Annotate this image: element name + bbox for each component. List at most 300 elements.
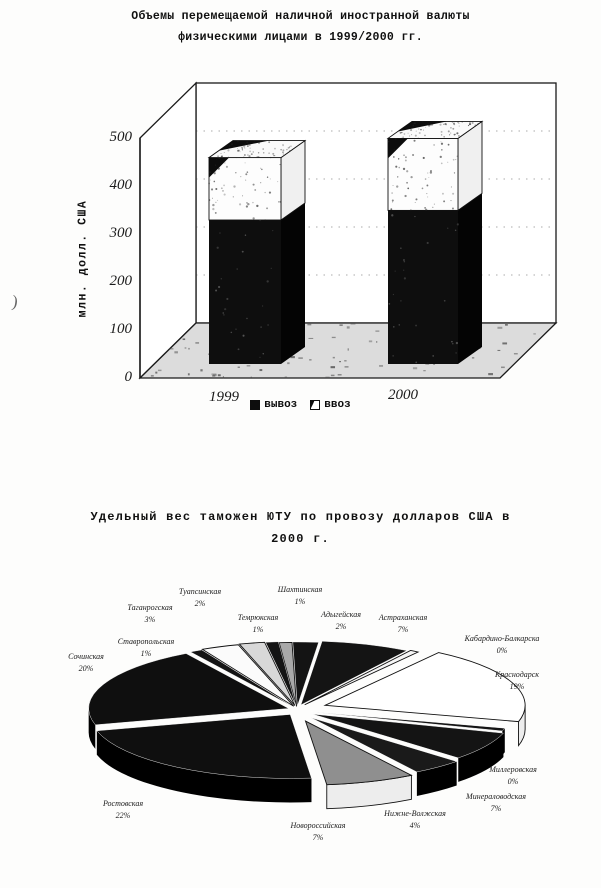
scan-noise <box>208 183 210 185</box>
scan-noise <box>447 228 448 229</box>
scan-noise <box>461 121 463 123</box>
scan-noise <box>416 131 417 132</box>
scan-noise <box>239 203 241 205</box>
scan-noise <box>468 125 469 126</box>
pie-slice-name: Нижне-Волжская <box>384 809 446 818</box>
scan-noise <box>236 268 237 269</box>
floor-speckle <box>247 365 251 366</box>
scan-noise <box>250 148 251 149</box>
scan-noise <box>246 318 247 319</box>
scan-noise <box>442 193 444 195</box>
pie-slice-pct: 4% <box>409 821 421 831</box>
scan-noise <box>409 136 410 137</box>
floor-speckle <box>212 375 215 377</box>
scan-noise <box>423 157 425 159</box>
scan-noise <box>440 141 441 142</box>
scan-noise <box>264 192 265 193</box>
pie-slice-pct: 1% <box>252 625 264 635</box>
pie-slice-label <box>127 602 172 627</box>
scan-noise <box>269 192 271 194</box>
scan-noise <box>242 251 244 253</box>
scan-noise <box>243 156 244 157</box>
y-axis-tick: 0 <box>124 369 132 385</box>
scan-noise <box>401 130 402 131</box>
scan-noise <box>252 151 254 153</box>
scan-noise <box>240 151 241 152</box>
pie-slice-label <box>118 636 175 661</box>
pie-slice-name: Сочинская <box>68 652 104 661</box>
scan-noise <box>260 326 262 328</box>
y-axis-tick: 100 <box>109 321 132 337</box>
pie-slice-pct: 7% <box>490 804 502 814</box>
floor-speckle <box>505 324 508 326</box>
scan-noise <box>233 185 235 187</box>
floor-speckle <box>502 342 507 344</box>
scan-noise <box>244 154 246 156</box>
scan-noise <box>410 129 412 131</box>
scan-noise <box>474 124 476 126</box>
scan-noise <box>452 193 454 195</box>
scan-noise <box>233 196 234 197</box>
scan-noise <box>400 247 401 248</box>
scan-noise <box>395 270 396 271</box>
scan-noise <box>270 157 271 158</box>
bar-chart-title-line2: физическими лицами в 1999/2000 гг. <box>178 31 423 45</box>
scan-noise <box>246 141 248 143</box>
import-swatch-icon <box>310 400 320 410</box>
pie-slice-name: Туапсинская <box>178 587 222 596</box>
scan-noise <box>216 159 217 160</box>
scan-noise <box>280 201 281 202</box>
pie-slice-label <box>321 609 361 634</box>
pie-slice-pct: 19% <box>509 682 525 692</box>
scan-noise <box>215 202 216 203</box>
floor-speckle <box>423 370 425 371</box>
scan-noise <box>253 184 255 186</box>
scan-noise <box>404 133 406 135</box>
scan-noise <box>221 278 222 279</box>
scan-noise <box>403 168 405 170</box>
scan-noise <box>427 172 428 173</box>
scan-noise <box>235 328 236 329</box>
scan-noise <box>268 153 269 154</box>
scan-noise <box>441 163 443 165</box>
scan-noise <box>242 150 243 151</box>
pie-slice-label <box>465 633 540 658</box>
scan-noise <box>224 152 225 153</box>
floor-speckle <box>169 348 173 349</box>
scan-noise <box>406 127 407 128</box>
scan-noise <box>249 150 251 152</box>
bar-export-front <box>388 210 458 364</box>
scan-noise <box>405 156 407 158</box>
scan-noise <box>237 141 238 142</box>
scan-noise <box>441 131 443 133</box>
scan-noise <box>267 280 269 282</box>
scan-noise <box>214 172 216 174</box>
scan-noise <box>286 149 287 150</box>
scan-noise <box>393 185 394 186</box>
scan-noise <box>247 203 249 205</box>
scan-noise <box>457 121 459 123</box>
y-axis-label: млн. долл. США <box>76 199 90 318</box>
pie-slice-label <box>278 584 322 609</box>
scan-noise <box>427 123 429 125</box>
scan-noise <box>406 170 408 172</box>
scan-noise <box>273 155 274 156</box>
scan-noise <box>289 146 290 147</box>
pie-chart-title-line2: 2000 г. <box>271 531 330 546</box>
scan-noise <box>453 159 455 161</box>
scan-noise <box>262 305 263 306</box>
scan-noise <box>455 230 456 231</box>
legend-label: ввоз <box>324 399 351 411</box>
bar-import-front <box>388 138 458 210</box>
pie-chart-title-line1: Удельный вес таможен ЮТУ по провозу долларов США в <box>90 510 511 524</box>
floor-speckle <box>497 327 502 329</box>
scan-noise <box>256 141 257 142</box>
scan-noise <box>219 232 220 233</box>
scan-noise <box>449 134 450 135</box>
scan-noise <box>209 175 210 176</box>
floor-speckle <box>223 376 224 378</box>
pie-slice-pct: 0% <box>507 777 519 787</box>
scan-noise <box>459 126 460 127</box>
scan-noise <box>236 157 237 158</box>
scan-noise <box>271 268 272 269</box>
scan-noise <box>403 270 404 271</box>
scan-noise <box>251 153 253 155</box>
pie-slice-pct: 2% <box>335 622 347 632</box>
scan-noise <box>263 152 264 153</box>
scan-noise <box>405 160 407 162</box>
scan-noise <box>212 208 214 210</box>
legend-item <box>250 399 297 411</box>
scan-noise <box>455 134 456 135</box>
scan-artifact-mark: ) <box>10 291 20 312</box>
floor-speckle <box>238 367 240 368</box>
scan-noise <box>428 177 429 178</box>
scan-noise <box>424 207 426 209</box>
pie-slice-name: Шахтинская <box>277 585 323 594</box>
pie-slice-name: Темрюкская <box>237 613 279 622</box>
floor-speckle <box>287 362 289 364</box>
floor-speckle <box>369 340 372 342</box>
scan-noise <box>451 341 453 343</box>
scan-noise <box>455 159 456 160</box>
pie-slice-label <box>379 612 427 637</box>
floor-speckle <box>379 365 383 367</box>
pie-slice-name: Астраханская <box>378 613 428 622</box>
scan-noise <box>389 303 391 305</box>
floor-speckle <box>174 351 178 353</box>
scan-noise <box>283 153 284 154</box>
pie-slice-label <box>68 651 104 676</box>
scan-noise <box>224 160 225 161</box>
scan-noise <box>404 195 406 197</box>
floor-speckle <box>259 369 262 371</box>
scan-noise <box>245 173 247 175</box>
scan-noise <box>458 135 460 137</box>
pie-slice-name: Краснодарск <box>494 670 540 679</box>
scan-noise <box>415 198 417 200</box>
scan-noise <box>396 185 398 187</box>
scan-noise <box>418 138 419 139</box>
floor-speckle <box>533 333 535 334</box>
scan-noise <box>260 182 261 183</box>
scan-noise <box>434 204 435 205</box>
floor-speckle <box>155 372 157 374</box>
scan-noise <box>209 199 211 201</box>
category-label: 1999 <box>209 389 239 405</box>
scan-noise <box>212 198 213 199</box>
scan-noise <box>410 209 411 210</box>
scan-noise <box>242 195 243 196</box>
floor-speckle <box>501 367 505 369</box>
floor-speckle <box>331 366 335 368</box>
floor-speckle <box>251 376 252 377</box>
scan-noise <box>403 136 404 137</box>
scan-noise <box>265 219 266 220</box>
scan-noise <box>410 176 412 178</box>
scan-noise <box>224 162 225 163</box>
pie-slice-pct: 2% <box>194 599 206 609</box>
floor-speckle <box>333 357 335 359</box>
floor-speckle <box>376 341 377 343</box>
scan-noise <box>209 171 211 173</box>
scan-noise <box>456 342 458 344</box>
scan-noise <box>413 123 414 124</box>
pie-slice-pct: 20% <box>78 664 94 674</box>
scan-noise <box>215 165 216 166</box>
floor-speckle <box>497 350 500 351</box>
floor-speckle <box>188 373 190 375</box>
scan-noise <box>242 148 243 149</box>
pie-slice-name: Новороссийская <box>290 821 346 830</box>
scan-noise <box>419 132 421 134</box>
bar-chart-legend <box>0 399 601 411</box>
scan-noise <box>227 149 229 151</box>
scan-noise <box>217 247 219 249</box>
scan-noise <box>233 146 234 147</box>
scan-noise <box>397 176 398 177</box>
scan-noise <box>217 200 218 201</box>
scan-noise <box>211 188 213 190</box>
scan-noise <box>448 144 450 146</box>
scan-noise <box>469 123 471 125</box>
scan-noise <box>262 148 264 150</box>
scan-noise <box>406 182 408 184</box>
scan-noise <box>222 312 224 314</box>
scan-noise <box>444 300 446 302</box>
scan-noise <box>258 156 260 158</box>
scan-noise <box>235 172 236 173</box>
scan-noise <box>450 127 451 128</box>
scan-noise <box>415 135 417 137</box>
floor-speckle <box>158 370 162 371</box>
floor-speckle <box>151 375 154 377</box>
scan-noise <box>290 146 291 147</box>
scan-noise <box>224 308 226 310</box>
scan-noise <box>238 348 240 350</box>
scan-noise <box>430 170 432 172</box>
scan-noise <box>422 121 423 122</box>
scan-noise <box>456 132 458 134</box>
scan-noise <box>448 130 450 132</box>
scan-noise <box>427 196 428 197</box>
scan-noise <box>391 192 393 194</box>
pie-slice-label <box>290 820 345 845</box>
scan-noise <box>400 132 402 134</box>
scan-noise <box>272 230 273 231</box>
scan-noise <box>408 133 409 134</box>
scan-noise <box>226 298 228 300</box>
scan-noise <box>244 143 246 145</box>
scan-noise <box>412 154 414 156</box>
floor-speckle <box>200 369 202 371</box>
pie-slice-name: Минераловодская <box>466 792 526 801</box>
scan-noise <box>258 152 259 153</box>
scan-noise <box>441 149 442 150</box>
floor-speckle <box>218 374 221 376</box>
scan-noise <box>221 156 223 158</box>
floor-speckle <box>307 324 311 326</box>
floor-speckle <box>188 348 190 350</box>
scan-noise <box>215 290 217 292</box>
floor-speckle <box>351 323 356 325</box>
scan-noise <box>231 332 233 334</box>
scan-noise <box>259 357 260 358</box>
scan-noise <box>229 145 231 147</box>
scan-noise <box>247 171 249 173</box>
scan-noise <box>443 200 445 202</box>
floor-speckle <box>375 331 379 332</box>
scan-noise <box>228 157 229 158</box>
scan-noise <box>411 134 412 135</box>
scan-noise <box>218 286 220 288</box>
scan-noise <box>282 151 284 153</box>
scan-noise <box>452 128 454 130</box>
scan-noise <box>392 199 394 201</box>
scan-noise <box>432 207 433 208</box>
scan-noise <box>422 188 424 190</box>
scan-noise <box>240 176 241 177</box>
scan-noise <box>257 156 258 157</box>
pie-slice-label <box>489 764 537 789</box>
floor-speckle <box>345 366 349 367</box>
bar-export-side <box>281 203 305 364</box>
scan-noise <box>415 202 416 203</box>
floor-speckle <box>195 342 199 343</box>
scan-noise <box>425 127 426 128</box>
scan-noise <box>223 314 224 315</box>
y-axis-tick: 200 <box>109 273 132 289</box>
scan-noise <box>451 200 452 201</box>
scan-noise <box>254 140 256 142</box>
pie-slice-name: Ростовская <box>102 799 144 808</box>
scan-noise <box>214 181 216 183</box>
scan-noise <box>267 177 268 178</box>
scan-noise <box>266 207 268 209</box>
scan-noise <box>415 325 417 327</box>
scan-noise <box>256 205 258 207</box>
scan-noise <box>215 171 216 172</box>
scan-noise <box>420 129 422 131</box>
scan-noise <box>289 150 291 152</box>
scan-noise <box>414 216 415 217</box>
floor-speckle <box>332 337 336 338</box>
scan-noise <box>395 138 397 140</box>
pie-slice-label <box>384 808 446 833</box>
scan-noise <box>441 143 443 145</box>
scan-noise <box>243 335 245 337</box>
scan-noise <box>217 156 218 157</box>
floor-speckle <box>339 324 342 326</box>
bar-import-front <box>209 158 281 220</box>
scan-noise <box>441 134 442 135</box>
scan-noise <box>423 130 424 131</box>
pie-slice-label <box>466 791 526 816</box>
scan-noise <box>247 145 249 147</box>
scan-noise <box>452 122 453 123</box>
scan-noise <box>398 158 399 159</box>
scan-noise <box>279 164 280 165</box>
scan-noise <box>212 204 214 206</box>
pie-slice-name: Ставропольская <box>117 637 175 646</box>
export-swatch-icon <box>250 400 260 410</box>
floor-speckle <box>472 357 474 358</box>
scan-noise <box>469 121 471 123</box>
scan-noise <box>258 142 260 144</box>
pie-slice-pct: 1% <box>140 649 152 659</box>
scan-noise <box>277 181 278 182</box>
scan-noise <box>404 277 406 279</box>
scan-noise <box>253 217 255 219</box>
floor-speckle <box>298 357 303 359</box>
scan-noise <box>215 212 217 214</box>
scan-noise <box>393 156 395 158</box>
scan-noise <box>426 193 427 194</box>
scan-noise <box>283 145 284 146</box>
pie-slice-pct: 1% <box>294 597 306 607</box>
scan-noise <box>237 148 238 149</box>
scan-noise <box>254 189 256 191</box>
scan-noise <box>226 166 228 168</box>
scan-noise <box>249 144 251 146</box>
scan-noise <box>260 168 261 169</box>
scan-noise <box>245 180 246 181</box>
scan-noise <box>427 242 429 244</box>
scan-noise <box>443 124 444 125</box>
pie-slice-label <box>179 586 221 611</box>
scan-noise <box>407 187 409 189</box>
scan-noise <box>472 122 474 124</box>
scan-noise <box>221 153 222 154</box>
scan-noise <box>447 162 448 163</box>
floor-speckle <box>331 375 335 376</box>
scan-noise <box>274 148 276 150</box>
scan-noise <box>264 140 265 141</box>
scan-noise <box>282 149 284 151</box>
scan-noise <box>215 188 217 190</box>
pie-slice-pct: 7% <box>397 625 409 635</box>
scan-noise <box>403 154 405 156</box>
scan-noise <box>268 141 270 143</box>
scan-noise <box>418 128 419 129</box>
pie-slice-label <box>103 798 143 823</box>
scan-noise <box>413 140 415 142</box>
scan-noise <box>404 261 406 263</box>
